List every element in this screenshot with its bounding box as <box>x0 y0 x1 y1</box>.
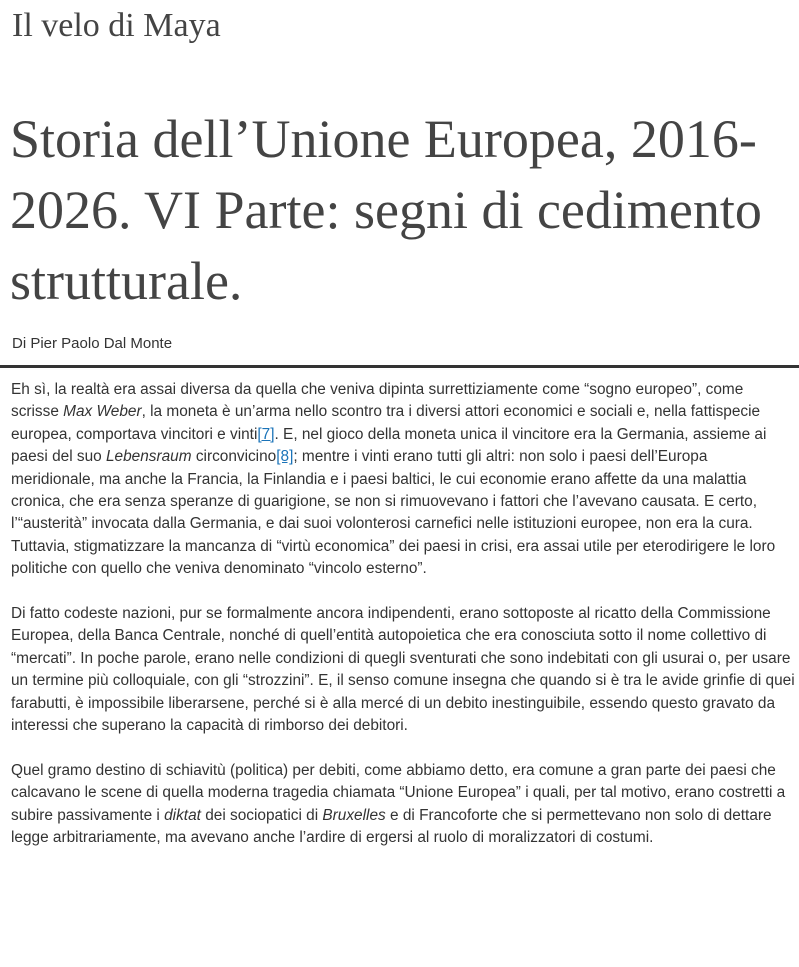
p3-emphasis-bruxelles: Bruxelles <box>322 806 386 824</box>
p3-emphasis-diktat: diktat <box>164 806 201 824</box>
post-byline: Di Pier Paolo Dal Monte <box>12 335 173 352</box>
article-body <box>11 379 795 872</box>
p1-emphasis-lebensraum: Lebensraum <box>105 448 192 466</box>
footnote-link-8[interactable]: [8] <box>276 448 294 466</box>
article-paragraph-1 <box>11 379 795 581</box>
p1-text-4: circonvicino <box>191 448 277 466</box>
p3-text-1: Quel gramo destino di schiavitù (politica) per debiti, come abbiamo detto, era comune a gran parte dei paesi che calcavano le scene di quella moderna tragedia chiamata “Unione Europea” i quali, per tal motivo, erano costretti a subire passivamente i <box>11 761 786 824</box>
article-paragraph-3 <box>11 760 795 850</box>
p3-text-2: dei sociopatici di <box>200 806 323 824</box>
article-paragraph-2: Di fatto codeste nazioni, pur se formalmente ancora indipendenti, erano sottoposte al ricatto della Commissione Europea, della Banca Centrale, nonché di quell’entità autopoietica che era conosciuta sotto il nome collettivo di “mercati”. In poche parole, erano nelle condizioni di quegli sventurati che sono indebitati con gli usurai o, per usare un termine più colloquiale, con gli “strozzini”. E, il senso comune insegna che quando si è tra le avide grinfie di quei farabutti, è impossibile liberarsene, perché si è alla mercé di un debito inestinguibile, essendo questo gravato da interessi che superano la capacità di rimborso dei debitori. <box>11 605 795 735</box>
p1-text-5: ; mentre i vinti erano tutti gli altri: non solo i paesi dell’Europa meridionale, ma anche la Francia, la Finlandia e i paesi baltici, le cui economie erano affette da una malattia cronica, che era senza speranze di guarigione, se non si rimuovevano i fattori che l’avevano causata. E certo, l’“austerità” invocata dalla Germania, e dai suoi volonterosi carnefici nelle istituzioni europee, non era la cura. Tuttavia, stigmatizzare la mancanza di “virtù economica” dei paesi in crisi, era assai utile per eterodirigere le loro politiche con quello che veniva denominato “vincolo esterno”. <box>11 448 776 578</box>
p1-emphasis-max-weber: Max Weber <box>63 403 142 421</box>
header-divider <box>0 365 799 368</box>
p1-text-2: , la moneta è un’arma nello scontro tra i diversi attori economici e sociali e, nella fattispecie europea, comportava vincitori e vinti <box>11 403 761 443</box>
site-title[interactable]: Il velo di Maya <box>12 7 221 44</box>
p1-text-1: Eh sì, la realtà era assai diversa da quella che veniva dipinta surrettiziamente come “sogno europeo”, come scrisse <box>11 381 744 421</box>
p3-text-3: e di Francoforte che si permettevano non solo di dettare legge arbitrariamente, ma avevano anche l’ardire di ergersi al ruolo di moralizzatori di costumi. <box>11 806 772 847</box>
footnote-link-7[interactable]: [7] <box>257 425 275 443</box>
post-title: Storia dell’Unione Europea, 2016-2026. VI Parte: segni di cedimento strutturale. <box>10 109 762 311</box>
p1-text-3: . E, nel gioco della moneta unica il vincitore era la Germania, assieme ai paesi del suo <box>11 425 767 466</box>
